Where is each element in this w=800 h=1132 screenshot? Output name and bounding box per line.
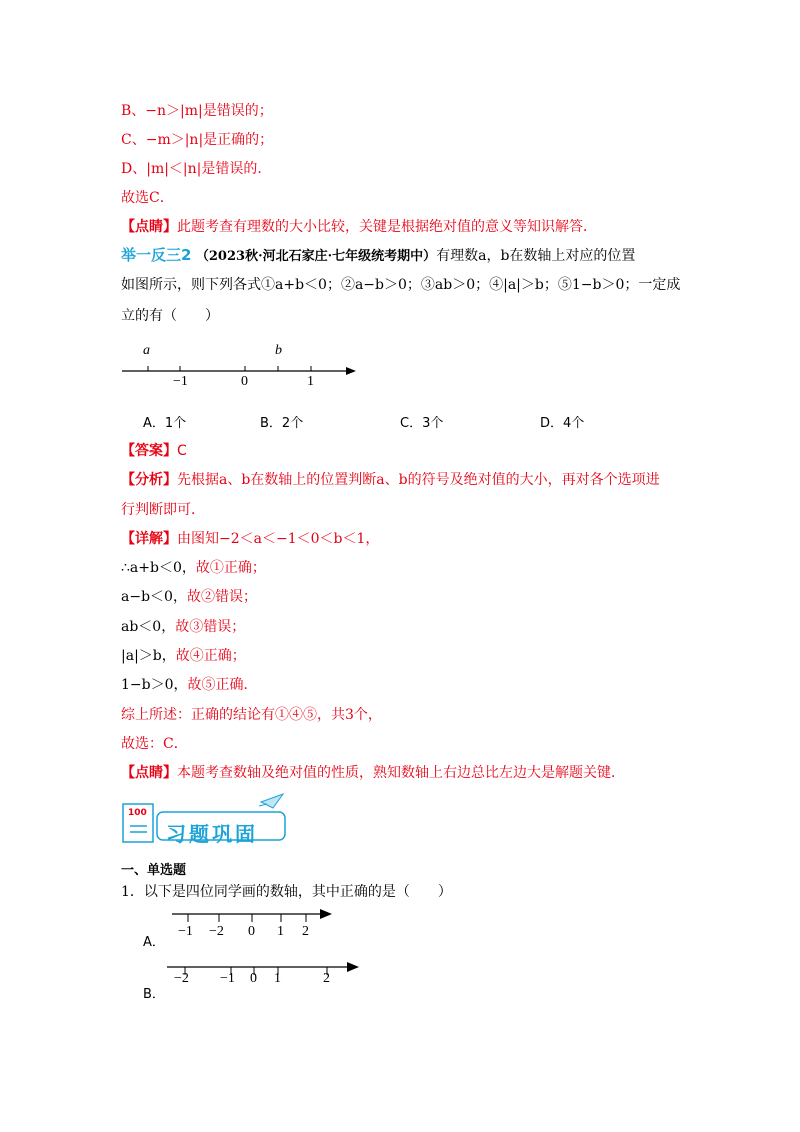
- tick-label-0: 0: [241, 374, 248, 389]
- q1-option-a-label: A．: [143, 935, 165, 950]
- step-1-math: ∴a+b＜0，: [121, 560, 196, 576]
- answer-comment-text: 本题考查数轴及绝对值的性质，熟知数轴上右边总比左边大是解题关键．: [177, 765, 625, 781]
- answer-comment: [121, 764, 625, 782]
- q1a-tick-3: 0: [248, 924, 255, 939]
- step-5-verdict: 故⑤正确．: [187, 677, 258, 693]
- step-4-math: |a|＞b，: [121, 648, 176, 664]
- point-b-label: b: [275, 343, 282, 358]
- step-1-verdict: 故①正确；: [195, 560, 266, 576]
- solution-line-d: D、|m|＜|n|是错误的．: [121, 161, 272, 177]
- q1-option-a-line: [170, 908, 340, 928]
- number-line-figure: [120, 338, 360, 388]
- point-a-label: a: [143, 343, 150, 358]
- q1a-tick-1: −1: [178, 924, 193, 939]
- number-line-arrow: [346, 367, 356, 375]
- solution-choice: 故选C．: [121, 190, 174, 206]
- step-2-math: a−b＜0，: [121, 589, 187, 605]
- option-c: C．3个: [400, 416, 444, 431]
- step-4: [121, 647, 246, 665]
- solution-line-c: C、−m＞|n|是正确的；: [121, 132, 274, 148]
- step-2: [121, 588, 257, 606]
- question-stem-3: 立的有（ ）: [121, 308, 219, 324]
- q1a-tick-2: −2: [209, 924, 224, 939]
- analysis-tag: 【分析】: [121, 472, 177, 488]
- step-2-verdict: 故②错误；: [186, 589, 257, 605]
- comment-text: 此题考查有理数的大小比较，关键是根据绝对值的意义等知识解答．: [177, 219, 597, 235]
- solution-comment: [121, 218, 597, 236]
- detail-head: 由图知−2＜a＜−1＜0＜b＜1，: [177, 531, 380, 547]
- comment-tag: 【点睛】: [121, 219, 177, 235]
- q1a-tick-4: 1: [277, 924, 284, 939]
- tick-label-neg1: −1: [173, 374, 188, 389]
- answer-tag: 【答案】: [121, 443, 177, 459]
- question-source: （2023秋·河北石家庄·七年级统考期中）: [195, 249, 437, 264]
- banner-title: 习题巩固: [166, 822, 258, 846]
- q1b-tick-1: −2: [174, 971, 189, 986]
- section-heading: 一、单选题: [121, 863, 187, 878]
- detail-tag: 【详解】: [121, 531, 177, 547]
- q1b-tick-4: 1: [274, 971, 281, 986]
- badge-number: 100: [128, 808, 147, 818]
- q1-option-b-label: B．: [143, 987, 165, 1002]
- step-3-verdict: 故③错误；: [175, 619, 246, 635]
- step-5-math: 1−b＞0，: [121, 677, 188, 693]
- q1b-tick-3: 0: [250, 971, 257, 986]
- option-b: B．2个: [260, 416, 304, 431]
- paper-plane-icon: [261, 794, 283, 808]
- step-3: [121, 618, 245, 636]
- question-label: 举一反三2: [121, 246, 192, 264]
- step-4-verdict: 故④正确；: [175, 648, 246, 664]
- option-d: D．4个: [540, 416, 585, 431]
- answer-comment-tag: 【点睛】: [121, 765, 177, 781]
- analysis-line-1: [121, 471, 660, 489]
- answer-choice: 故选：C．: [121, 736, 188, 752]
- q1a-tick-5: 2: [302, 924, 309, 939]
- step-5: [121, 676, 258, 694]
- q1b-tick-2: −1: [220, 971, 235, 986]
- q1-stem: 1．以下是四位同学画的数轴，其中正确的是（ ）: [121, 884, 452, 900]
- step-3-math: ab＜0，: [121, 619, 176, 635]
- answer-value: C: [177, 443, 187, 459]
- summary-line: 综上所述：正确的结论有①④⑤，共3个，: [121, 707, 382, 723]
- question-stem-2: 如图所示，则下列各式①a+b＜0；②a−b＞0；③ab＞0；④|a|＞b；⑤1−b＞0；一定成: [121, 277, 681, 293]
- analysis-line-2: 行判断即可．: [121, 502, 205, 518]
- q1b-tick-5: 2: [323, 971, 330, 986]
- analysis-text-1: 先根据a、b在数轴上的位置判断a、b的符号及绝对值的大小，再对各个选项进: [177, 472, 660, 488]
- tick-label-1: 1: [307, 374, 314, 389]
- q1-option-b-line: [165, 962, 365, 982]
- solution-line-b: B、−n＞|m|是错误的；: [121, 103, 273, 119]
- question-stem-1: 有理数a，b在数轴上对应的位置: [436, 248, 636, 264]
- step-1: [121, 559, 266, 577]
- question-line-1: [121, 246, 635, 266]
- option-a: A．1个: [143, 416, 187, 431]
- detail-line: [121, 530, 379, 548]
- answer-line: [121, 442, 187, 460]
